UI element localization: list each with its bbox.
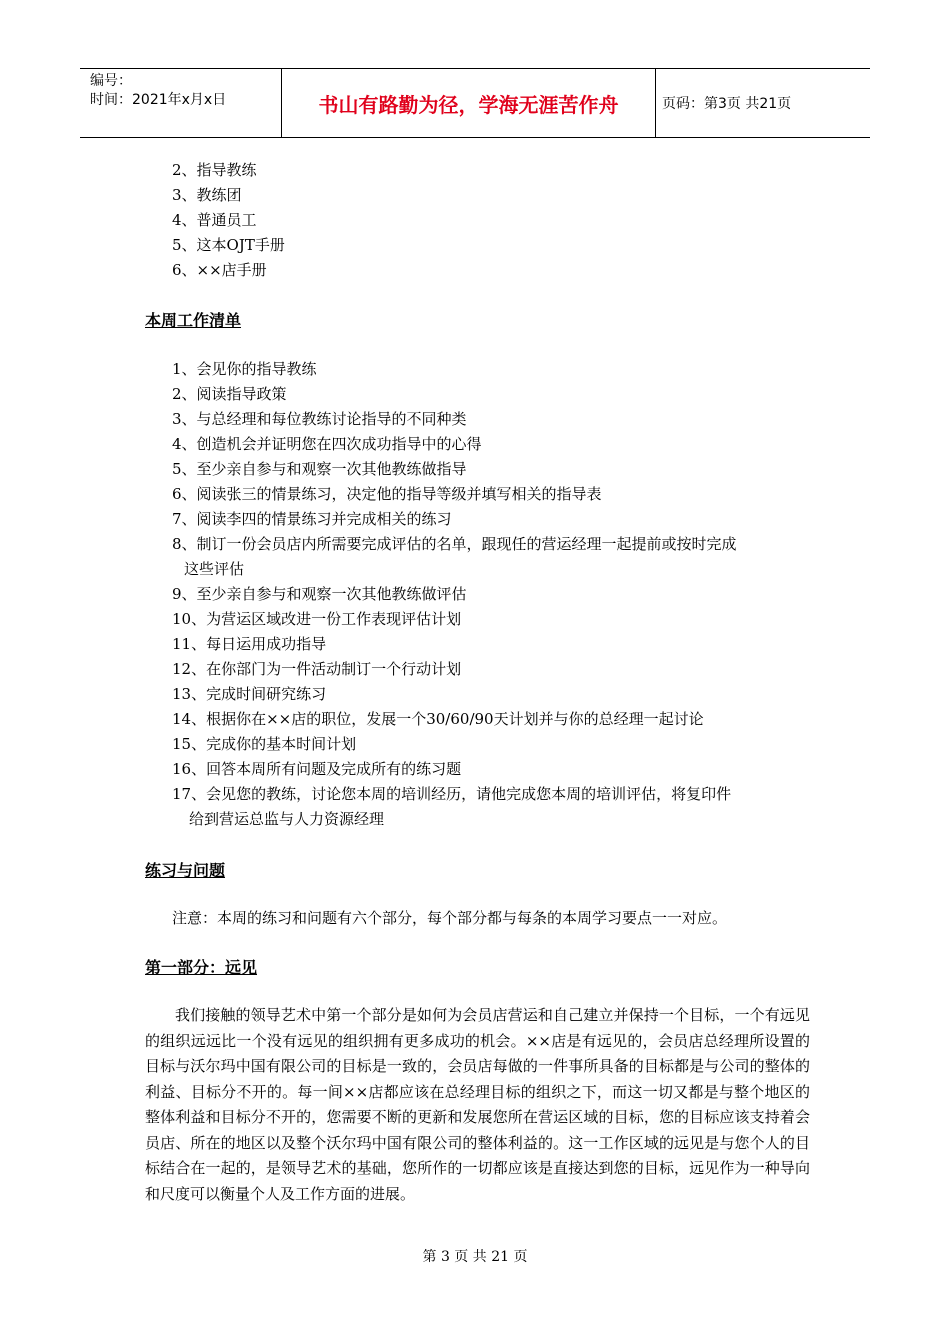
number-label: 编号：: [90, 73, 132, 89]
list-item: 5、至少亲自参与和观察一次其他教练做指导: [172, 460, 467, 478]
list-item: 6、××店手册: [172, 261, 267, 279]
list-item: 16、回答本周所有问题及完成所有的练习题: [172, 760, 462, 778]
list-item: 8、制订一份会员店内所需要完成评估的名单，跟现任的营运经理一起提前或按时完成 这些评估: [172, 532, 810, 582]
time-label: 时间：2021年x月x日: [90, 92, 227, 108]
exercise-note: 注意：本周的练习和问题有六个部分，每个部分都与每条的本周学习要点一一对应。: [172, 909, 728, 927]
list-item: 15、完成你的基本时间计划: [172, 735, 357, 753]
list-item: 17、会见您的教练，讨论您本周的培训经历，请他完成您本周的培训评估，将复印件 给到营运总监与人力资源经理: [172, 782, 810, 832]
header-table: [80, 68, 870, 138]
list-item: 11、每日运用成功指导: [172, 635, 327, 653]
list-item: 1、会见你的指导教练: [172, 360, 317, 378]
list-item: 5、这本OJT手册: [172, 236, 285, 254]
list-item: 3、教练团: [172, 186, 242, 204]
weekly-list: [145, 357, 810, 832]
weekly-title: 本周工作清单: [145, 311, 242, 330]
part1-paragraph: 我们接触的领导艺术中第一个部分是如何为会员店营运和自己建立并保持一个目标，一个有远见的组织远远比一个没有远见的组织拥有更多成功的机会。××店是有远见的，会员店总经理所设置的目标与沃尔玛中国有限公司的目标是一致的，会员店每做的一件事所具备的目标都是与公司的整体的利益、目标分不开的。每一间××店都应该在总经理目标的组织之下，而这一切又都是与整个地区的整体利益和目标分不开的，您需要不断的更新和发展您所在营运区域的目标，您的目标应该支持着会员店、所在的地区以及整个沃尔玛中国有限公司的整体利益的。这一工作区域的远见是与您个人的目标结合在一起的，是领导艺术的基础，您所作的一切都应该是直接达到您的目标，远见作为一种导向和尺度可以衡量个人及工作方面的进展。: [145, 1006, 810, 1203]
list-item: 9、至少亲自参与和观察一次其他教练做评估: [172, 585, 467, 603]
list-item: 2、阅读指导政策: [172, 385, 287, 403]
list-item: 14、根据你在××店的职位，发展一个30/60/90天计划并与你的总经理一起讨论: [172, 710, 704, 728]
list-item: 4、创造机会并证明您在四次成功指导中的心得: [172, 435, 482, 453]
page-info: 页码：第3页 共21页: [662, 96, 792, 112]
header-left-cell: [80, 69, 282, 137]
part1-title: 第一部分：远见: [145, 958, 258, 977]
list-item: 10、为营运区域改进一份工作表现评估计划: [172, 610, 462, 628]
list-item-continuation: 这些评估: [184, 560, 245, 578]
list-item: 7、阅读李四的情景练习并完成相关的练习: [172, 510, 452, 528]
list-item: 3、与总经理和每位教练讨论指导的不同种类: [172, 410, 467, 428]
page-content: [145, 158, 810, 1207]
list-item-continuation: 给到营运总监与人力资源经理: [189, 810, 385, 828]
list-item: 12、在你部门为一件活动制订一个行动计划: [172, 660, 462, 678]
list-item: 13、完成时间研究练习: [172, 685, 327, 703]
list-item: 2、指导教练: [172, 161, 257, 179]
list-item: 4、普通员工: [172, 211, 257, 229]
page-footer: 第 3 页 共 21 页: [422, 1249, 528, 1265]
list-a: [145, 158, 810, 283]
motto: 书山有路勤为径，学海无涯苦作舟: [282, 69, 656, 137]
list-item: 6、阅读张三的情景练习，决定他的指导等级并填写相关的指导表: [172, 485, 602, 503]
exercise-title: 练习与问题: [145, 861, 226, 880]
